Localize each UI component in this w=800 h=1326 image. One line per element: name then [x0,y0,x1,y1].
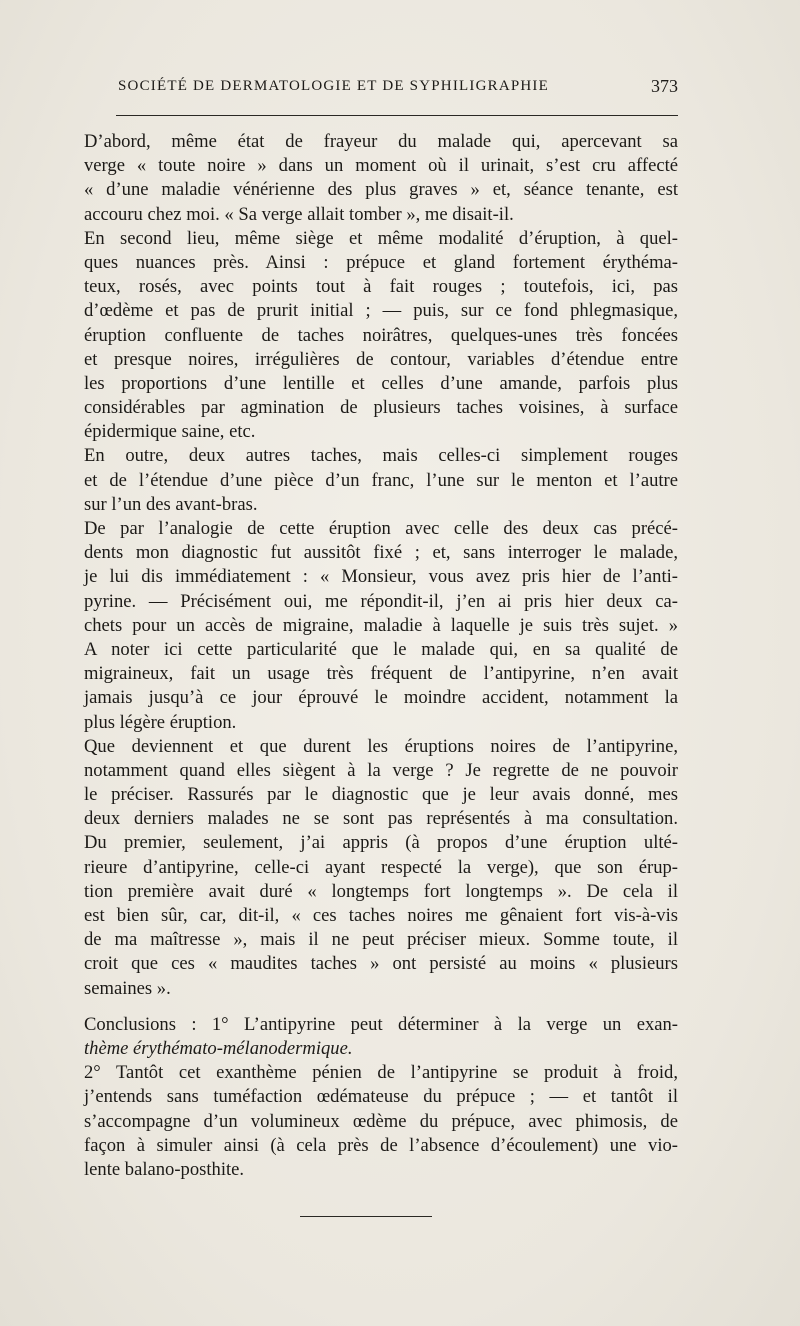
text-line: les proportions d’une lentille et celles d’une amande, parfois plus [84,372,678,394]
text-line: notamment quand elles siègent à la verge ? Je regrette de ne pouvoir [84,759,678,781]
text-line: le préciser. Rassurés par le diagnostic que je leur avais donné, mes [84,784,678,806]
text-line: croit que ces « maudites taches » ont persisté au moins « plusieurs [84,953,678,975]
text-line: migraineux, fait un usage très fréquent de l’antipyrine, n’en avait [84,663,678,685]
text-line: ques nuances près. Ainsi : prépuce et gland fortement érythéma- [84,251,678,273]
text-line: Que deviennent et que durent les éruptions noires de l’antipyrine, [84,735,678,757]
text-line: pyrine. — Précisément oui, me répondit-il, j’en ai pris hier deux ca- [84,590,678,612]
text-line: plus légère éruption. [84,711,237,733]
text-line: accouru chez moi. « Sa verge allait tomber », me disait-il. [84,203,514,225]
paragraph [84,227,678,445]
text-line: chets pour un accès de migraine, maladie à laquelle je suis très sujet. » [84,614,678,636]
paragraph [84,517,678,638]
text-line: façon à simuler ainsi (à cela près de l’absence d’écoulement) une vio- [84,1134,678,1156]
text-line: de ma maîtresse », mais il ne peut préciser mieux. Somme toute, il [84,929,678,951]
paragraph [84,1013,678,1061]
text-line: En outre, deux autres taches, mais celles-ci simplement rouges [84,445,678,467]
text-line: épidermique saine, etc. [84,421,256,443]
text-line: rieure d’antipyrine, celle-ci ayant respecté la verge), que son érup- [84,856,678,878]
text-line: considérables par agmination de plusieurs taches voisines, à surface [84,397,678,419]
paragraph [84,444,678,517]
text-line: et presque noires, irrégulières de contour, variables d’étendue entre [84,348,678,370]
page-number: 373 [651,76,678,96]
text-line: Conclusions : 1° L’antipyrine peut déterminer à la verge un exan- [84,1013,678,1035]
text-line: j’entends sans tuméfaction œdémateuse du prépuce ; — et tantôt il [84,1086,678,1108]
paragraph [84,1061,678,1182]
text-line: sur l’un des avant-bras. [84,493,258,515]
text-line: Du premier, seulement, j’ai appris (à propos d’une éruption ulté- [84,832,678,854]
text-line: De par l’analogie de cette éruption avec celle des deux cas précé- [84,518,678,539]
text-line: dents mon diagnostic fut aussitôt fixé ; et, sans interroger le malade, [84,542,678,564]
text-line: thème érythémato-mélanodermique. [84,1037,353,1059]
paragraph [84,735,678,1001]
running-title: SOCIÉTÉ DE DERMATOLOGIE ET DE SYPHILIGRAPHIE [118,78,549,94]
page-header [118,78,678,102]
text-line: jamais jusqu’à ce jour éprouvé le moindre accident, notamment la [84,687,678,709]
text-line: En second lieu, même siège et même modalité d’éruption, à quel- [84,227,678,249]
paragraph [84,130,678,227]
text-line: lente balano-posthite. [84,1158,245,1180]
paragraph [84,638,678,735]
text-line: tion première avait duré « longtemps fort longtemps ». De cela il [84,880,678,902]
text-line: d’œdème et pas de prurit initial ; — puis, sur ce fond phlegmasique, [84,300,678,322]
body-text [84,130,678,1182]
text-line: 2° Tantôt cet exanthème pénien de l’antipyrine se produit à froid, [84,1062,678,1084]
text-line: éruption confluente de taches noirâtres, quelques-unes très foncées [84,324,678,346]
text-line: s’accompagne d’un volumineux œdème du prépuce, avec phimosis, de [84,1110,678,1132]
text-line: teux, rosés, avec points tout à fait rouges ; toutefois, ici, pas [84,276,678,298]
text-line: A noter ici cette particularité que le malade qui, en sa qualité de [84,638,678,660]
text-line: et de l’étendue d’une pièce d’un franc, l’une sur le menton et l’autre [84,469,678,491]
text-line: est bien sûr, car, dit-il, « ces taches noires me gênaient fort vis-à-vis [84,905,678,926]
text-line: semaines ». [84,977,171,999]
text-line: verge « toute noire » dans un moment où il urinait, s’est cru affecté [84,155,678,177]
text-line: D’abord, même état de frayeur du malade qui, apercevant sa [84,131,678,152]
text-line: je lui dis immédiatement : « Monsieur, vous avez pris hier de l’anti- [84,566,678,588]
text-line: « d’une maladie vénérienne des plus graves » et, séance tenante, est [84,179,678,201]
end-rule [300,1216,432,1217]
text-line: deux derniers malades ne se sont pas représentés à ma consultation. [84,808,678,830]
header-rule [116,115,678,116]
